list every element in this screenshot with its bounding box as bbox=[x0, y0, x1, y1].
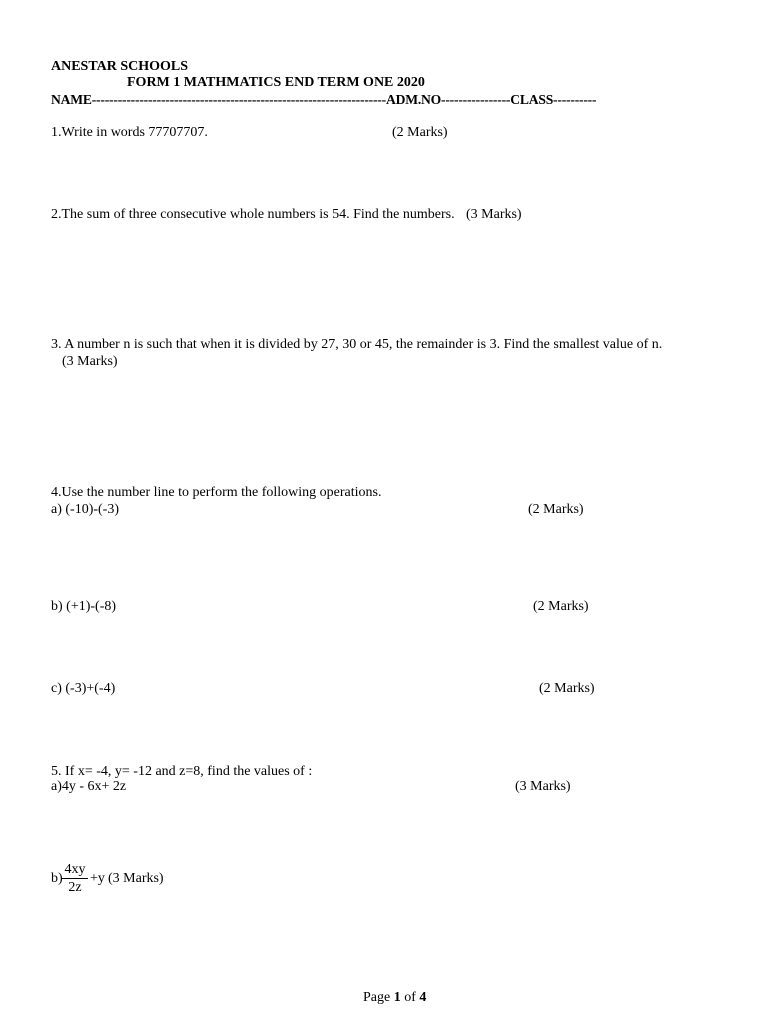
page-current: 1 bbox=[393, 990, 401, 1005]
question-5-text: 5. If x= -4, y= -12 and z=8, find the values of : bbox=[51, 764, 313, 779]
school-name: ANESTAR SCHOOLS bbox=[51, 59, 189, 74]
student-info-line: NAME--------------------------------------------------------------------ADM.NO----------------CLASS---------- bbox=[51, 92, 597, 107]
question-2-marks: (3 Marks) bbox=[466, 207, 522, 222]
question-4a-text: a) (-10)-(-3) bbox=[51, 502, 120, 517]
question-4c-text: c) (-3)+(-4) bbox=[51, 681, 116, 696]
page-label: Page bbox=[363, 990, 391, 1005]
question-3-marks: (3 Marks) bbox=[62, 354, 118, 369]
question-5a-marks: (3 Marks) bbox=[515, 779, 571, 794]
page-number bbox=[363, 990, 426, 1006]
question-1-text: 1.Write in words 77707707. bbox=[51, 125, 208, 140]
fraction-numerator: 4xy bbox=[64, 862, 86, 877]
exam-title: FORM 1 MATHMATICS END TERM ONE 2020 bbox=[127, 75, 425, 90]
question-1-marks: (2 Marks) bbox=[392, 125, 448, 140]
question-5b-fraction bbox=[62, 862, 88, 895]
question-5a-text: a)4y - 6x+ 2z bbox=[51, 779, 127, 794]
question-4b-text: b) (+1)-(-8) bbox=[51, 599, 117, 614]
question-4c-marks: (2 Marks) bbox=[539, 681, 595, 696]
question-5b-suffix: +y bbox=[90, 871, 105, 886]
fraction-denominator: 2z bbox=[68, 880, 82, 895]
question-4a-marks: (2 Marks) bbox=[528, 502, 584, 517]
question-2-text: 2.The sum of three consecutive whole numbers is 54. Find the numbers. bbox=[51, 207, 455, 222]
question-3-text: 3. A number n is such that when it is divided by 27, 30 or 45, the remainder is 3. Find the smallest value of n. bbox=[51, 337, 663, 352]
page-of: of bbox=[404, 990, 416, 1005]
question-5b-prefix: b) bbox=[51, 871, 63, 886]
page-total: 4 bbox=[419, 990, 427, 1005]
question-4b-marks: (2 Marks) bbox=[533, 599, 589, 614]
fraction-bar bbox=[62, 878, 88, 879]
question-4-text: 4.Use the number line to perform the following operations. bbox=[51, 485, 382, 500]
question-5b-marks: (3 Marks) bbox=[108, 871, 164, 886]
